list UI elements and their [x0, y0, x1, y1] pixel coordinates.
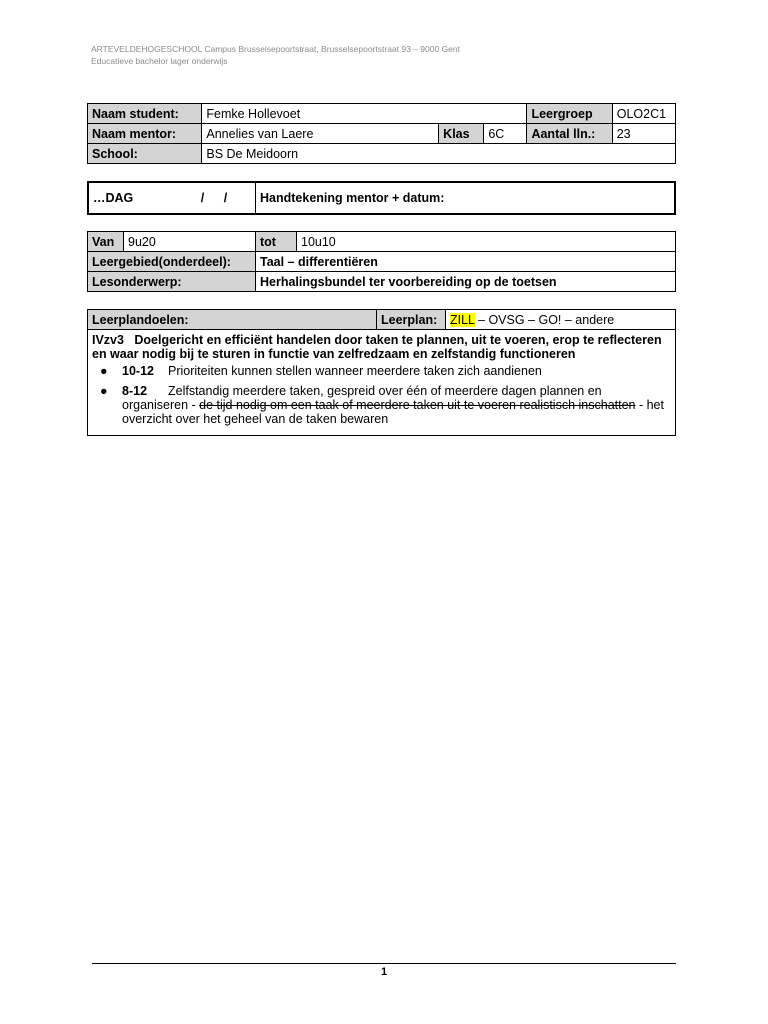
document-header [91, 43, 460, 67]
leerplan-options [446, 310, 676, 330]
leergebied-value: Taal – differentiëren [256, 252, 676, 272]
mentor-signature-label: Handtekening mentor + datum: [256, 182, 676, 214]
aantal-value: 23 [612, 124, 675, 144]
leerplan-label: Leerplan: [377, 310, 446, 330]
van-label: Van [88, 232, 124, 252]
student-label: Naam student: [88, 104, 202, 124]
day-cell [88, 182, 256, 214]
date-slash: / [223, 191, 228, 205]
zill-highlight: ZILL [450, 312, 475, 327]
objectives-content [88, 330, 676, 436]
lesonderwerp-value: Herhalingsbundel ter voorbereiding op de toetsen [256, 272, 676, 292]
page-number: 1 [380, 966, 388, 978]
list-item [92, 364, 671, 378]
bullet-icon: ● [100, 384, 108, 398]
mentor-value: Annelies van Laere [202, 124, 439, 144]
lesonderwerp-label: Lesonderwerp: [88, 272, 256, 292]
header-program-line: Educatieve bachelor lager onderwijs [91, 56, 228, 66]
mentor-label: Naam mentor: [88, 124, 202, 144]
main-goal [92, 333, 671, 361]
item-tail: - het overzicht over het geheel van de taken bewaren [122, 398, 664, 426]
objectives-table [87, 309, 676, 436]
student-value: Femke Hollevoet [202, 104, 527, 124]
signature-table [87, 181, 676, 215]
date-slash: / [200, 191, 205, 205]
school-label: School: [88, 144, 202, 164]
leergroep-label: Leergroep [527, 104, 612, 124]
leerplandoelen-label: Leerplandoelen: [88, 310, 377, 330]
footer-divider [92, 963, 676, 964]
goal-items-list [92, 364, 671, 426]
goal-text: Doelgericht en efficiënt handelen door taken te plannen, uit te voeren, erop te reflecteren en waar nodig bij te sturen in functie van zelfredzaam en zelfstandig functioneren [92, 333, 662, 361]
klas-label: Klas [439, 124, 484, 144]
aantal-label: Aantal lln.: [527, 124, 612, 144]
leergroep-value: OLO2C1 [612, 104, 675, 124]
tot-label: tot [256, 232, 297, 252]
lesson-table [87, 231, 676, 292]
leerplan-rest: – OVSG – GO! – andere [474, 312, 615, 327]
header-school-line: ARTEVELDEHOGESCHOOL Campus Brusselsepoortstraat, Brusselsepoortstraat 93 – 9000 Gent [91, 44, 460, 54]
item-text: Prioriteiten kunnen stellen wanneer meerdere taken zich aandienen [168, 364, 542, 378]
van-value: 9u20 [124, 232, 256, 252]
item-text: Zelfstandig meerdere taken, gespreid over één of meerdere dagen plannen en organiseren - [122, 384, 602, 412]
student-info-table [87, 103, 676, 164]
bullet-icon: ● [100, 364, 108, 378]
item-code: 8-12 [122, 384, 148, 398]
tot-value: 10u10 [297, 232, 676, 252]
item-code: 10-12 [122, 364, 154, 378]
list-item [92, 384, 671, 426]
school-value: BS De Meidoorn [202, 144, 676, 164]
klas-value: 6C [484, 124, 527, 144]
struck-text: de tijd nodig om een taak of meerdere taken uit te voeren realistisch inschatten [199, 398, 636, 412]
leergebied-label: Leergebied(onderdeel): [88, 252, 256, 272]
day-label: …DAG [93, 191, 134, 205]
goal-code: IVzv3 [92, 333, 124, 347]
